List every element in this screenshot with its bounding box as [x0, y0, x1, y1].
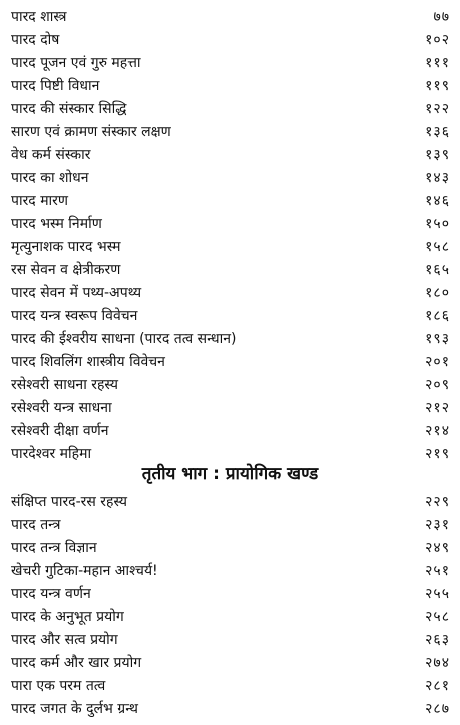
toc-entry-page: २८७ [425, 701, 450, 717]
toc-entry-title: रसेश्वरी साधना रहस्य [11, 377, 118, 393]
toc-entry [11, 374, 450, 397]
toc-entry [11, 351, 450, 374]
toc-entry [11, 652, 450, 675]
toc-entry-title: पारद पूजन एवं गुरु महत्ता [11, 55, 141, 71]
toc-entry [11, 560, 450, 583]
toc-entry-page: १२२ [425, 101, 450, 117]
toc-entry-page: २६३ [425, 632, 450, 648]
toc-entry [11, 190, 450, 213]
toc-entry [11, 514, 450, 537]
toc-entry-page: १५८ [425, 239, 450, 255]
toc-entry-page: १८० [425, 285, 450, 301]
toc-entry [11, 236, 450, 259]
toc-entry [11, 305, 450, 328]
section-heading: तृतीय भाग : प्रायोगिक खण्ड [141, 464, 319, 484]
toc-entry [11, 629, 450, 652]
toc-entry [11, 259, 450, 282]
toc-entry [11, 213, 450, 236]
toc-entry-page: ११९ [425, 78, 450, 94]
toc-list-part-two [11, 6, 450, 466]
toc-entry-title: पारद सेवन में पथ्य-अपथ्य [11, 285, 142, 301]
toc-entry-title: रसेश्वरी दीक्षा वर्णन [11, 423, 109, 439]
toc-entry-title: संक्षिप्त पारद-रस रहस्य [11, 494, 128, 510]
toc-entry-title: पारद पिष्टी विधान [11, 78, 100, 94]
toc-entry [11, 675, 450, 698]
toc-entry-page: २२९ [425, 494, 450, 510]
toc-entry [11, 52, 450, 75]
toc-entry [11, 583, 450, 606]
toc-entry [11, 537, 450, 560]
toc-entry-page: ७७ [433, 9, 450, 25]
toc-entry-page: १४६ [425, 193, 450, 209]
toc-entry-title: पारद यन्त्र वर्णन [11, 586, 91, 602]
toc-entry-page: १५० [425, 216, 450, 232]
toc-entry [11, 167, 450, 190]
toc-entry-title: पारद की संस्कार सिद्धि [11, 101, 127, 117]
toc-entry-title: सारण एवं क्रामण संस्कार लक्षण [11, 124, 171, 140]
toc-entry-title: पारद शास्त्र [11, 9, 67, 25]
toc-entry-title: पारद तन्त्र [11, 517, 61, 533]
toc-entry-page: १३९ [425, 147, 450, 163]
toc-entry-page: २०९ [425, 377, 450, 393]
toc-entry-page: १०२ [425, 32, 450, 48]
toc-entry-page: २५५ [425, 586, 450, 602]
toc-entry-title: पारदेश्वर महिमा [11, 446, 92, 462]
toc-entry-title: रसेश्वरी यन्त्र साधना [11, 400, 112, 416]
toc-entry-page: २५१ [425, 563, 450, 579]
toc-entry-page: २१२ [425, 400, 450, 416]
toc-entry-title: पारद की ईश्वरीय साधना (पारद तत्व सन्धान) [11, 331, 237, 347]
toc-entry-page: २७४ [425, 655, 450, 671]
toc-entry-title: पारद मारण [11, 193, 69, 209]
toc-entry-title: पारद तन्त्र विज्ञान [11, 540, 97, 556]
toc-entry [11, 98, 450, 121]
toc-entry-page: २५८ [425, 609, 450, 625]
toc-entry [11, 75, 450, 98]
toc-entry-page: २८१ [425, 678, 450, 694]
toc-entry [11, 397, 450, 420]
toc-entry-title: पारद यन्त्र स्वरूप विवेचन [11, 308, 138, 324]
toc-entry-page: २१९ [425, 446, 450, 462]
toc-entry [11, 29, 450, 52]
toc-entry [11, 144, 450, 167]
toc-entry-title: पारद जगत के दुर्लभ ग्रन्थ [11, 701, 138, 717]
toc-entry [11, 121, 450, 144]
toc-entry-title: पारद का शोधन [11, 170, 89, 186]
toc-entry [11, 282, 450, 305]
toc-entry-page: १३६ [425, 124, 450, 140]
toc-entry-title: वेध कर्म संस्कार [11, 147, 91, 163]
toc-entry-page: १६५ [425, 262, 450, 278]
toc-entry-title: पारद भस्म निर्माण [11, 216, 102, 232]
toc-entry-page: १११ [425, 55, 450, 71]
toc-entry-page: १९३ [425, 331, 450, 347]
toc-entry-page: २०१ [425, 354, 450, 370]
toc-entry-title: पारद और सत्व प्रयोग [11, 632, 118, 648]
toc-entry-title: पारा एक परम तत्व [11, 678, 106, 694]
toc-entry-title: मृत्युनाशक पारद भस्म [11, 239, 121, 255]
toc-entry-title: पारद के अनुभूत प्रयोग [11, 609, 124, 625]
toc-entry [11, 491, 450, 514]
toc-entry-page: १८६ [425, 308, 450, 324]
toc-entry [11, 606, 450, 629]
toc-entry [11, 698, 450, 721]
toc-entry-page: २१४ [425, 423, 450, 439]
toc-entry-title: खेचरी गुटिका-महान आश्चर्य! [11, 563, 158, 579]
toc-list-part-three [11, 491, 450, 721]
toc-entry [11, 420, 450, 443]
toc-entry-page: १४३ [425, 170, 450, 186]
toc-entry-page: २३१ [425, 517, 450, 533]
toc-entry-title: पारद दोष [11, 32, 60, 48]
toc-entry-title: पारद कर्म और खार प्रयोग [11, 655, 142, 671]
toc-entry-page: २४९ [425, 540, 450, 556]
toc-entry [11, 6, 450, 29]
toc-entry-title: रस सेवन व क्षेत्रीकरण [11, 262, 121, 278]
toc-entry [11, 328, 450, 351]
toc-entry-title: पारद शिवलिंग शास्त्रीय विवेचन [11, 354, 165, 370]
